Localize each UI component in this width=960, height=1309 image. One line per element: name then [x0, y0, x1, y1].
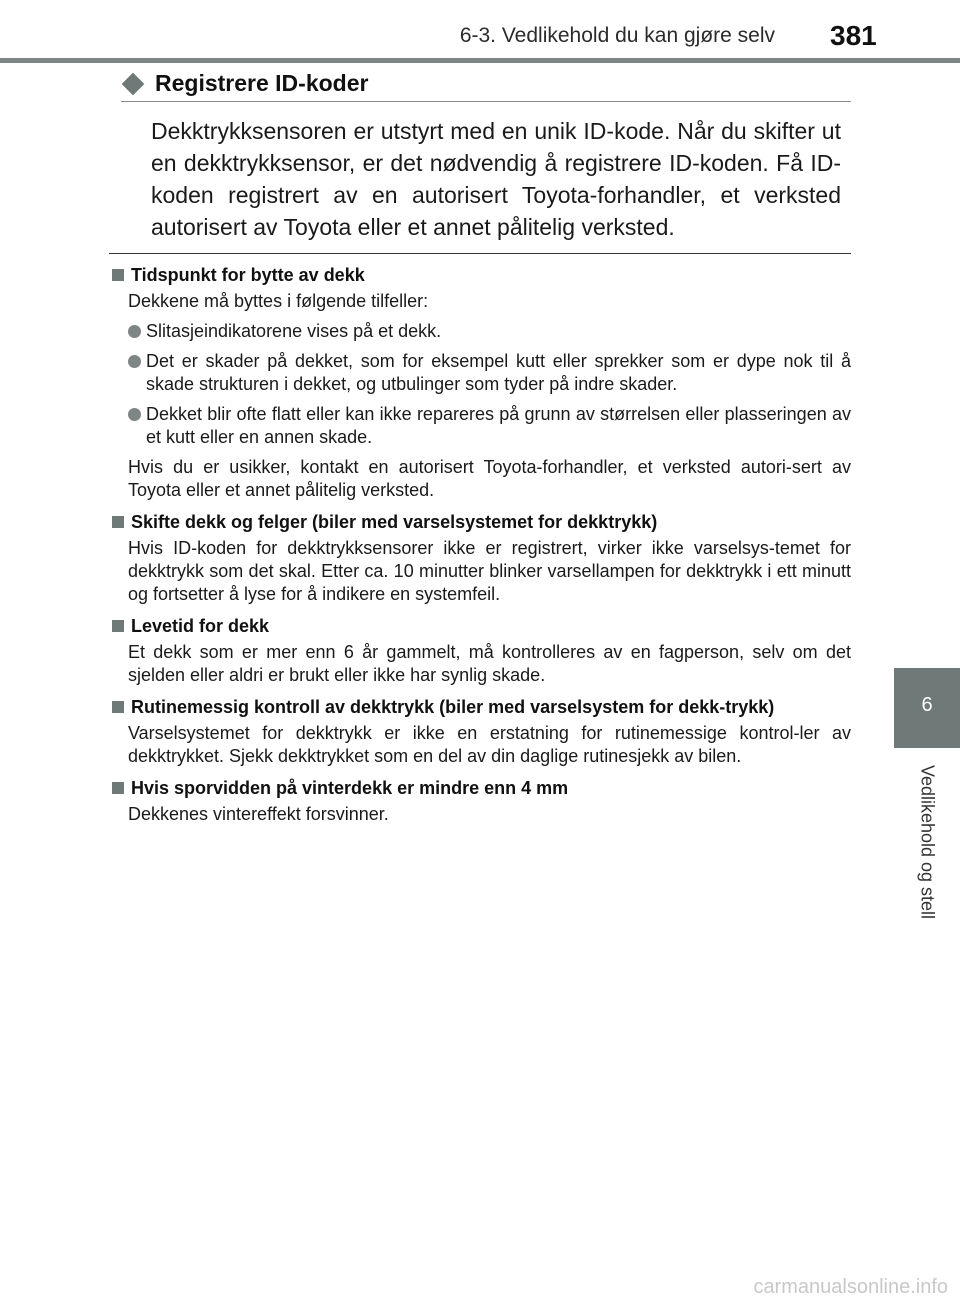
- watermark: carmanualsonline.info: [753, 1276, 948, 1298]
- square-bullet-icon: [112, 620, 124, 632]
- chapter-number: 6: [921, 694, 933, 716]
- square-bullet-icon: [112, 516, 124, 528]
- bullet-text: Slitasjeindikatorene vises på et dekk.: [146, 321, 442, 341]
- note-heading: [109, 511, 851, 534]
- diamond-icon: [122, 72, 145, 95]
- note-heading-text: Tidspunkt for bytte av dekk: [131, 265, 365, 285]
- note-intro: Dekkene må byttes i følgende tilfeller:: [128, 291, 429, 311]
- note-heading-text: Levetid for dekk: [131, 616, 270, 636]
- note-heading: [109, 264, 851, 287]
- square-bullet-icon: [112, 701, 124, 713]
- chapter-tab: [894, 668, 960, 748]
- heading-divider: [121, 101, 851, 102]
- note-heading-text: Rutinemessig kontroll av dekktrykk (biler med varselsystem for dekk-trykk): [131, 697, 775, 717]
- note-heading: [109, 777, 851, 800]
- note-change-tires-wheels: [109, 511, 851, 606]
- bullet-text: Dekket blir ofte flatt eller kan ikke repareres på grunn av størrelsen eller plasseringen av et kutt eller en annen skade.: [146, 404, 851, 447]
- block-divider: [109, 253, 851, 254]
- bullet-item: [128, 403, 851, 449]
- note-body: Hvis ID-koden for dekktrykksensorer ikke er registrert, virker ikke varselsys-temet for dekktrykk som det skal. Etter ca. 10 minutter blinker varsellampen for dekktrykk i ett minutt og fortsetter å lyse for å indikere en systemfeil.: [128, 538, 851, 604]
- running-header-title: 6-3. Vedlikehold du kan gjøre selv: [459, 24, 775, 47]
- dot-bullet-icon: [128, 408, 141, 421]
- bullet-item: [128, 320, 851, 343]
- bullet-item: [128, 350, 851, 396]
- notes-list: [109, 264, 851, 835]
- note-body: Varselsystemet for dekktrykk er ikke en erstatning for rutinemessige kontrol-ler av dekktrykket. Sjekk dekktrykket som en del av din daglige rutinesjekk av bilen.: [128, 723, 851, 766]
- note-body: Dekkenes vintereffekt forsvinner.: [128, 804, 389, 824]
- note-heading-text: Skifte dekk og felger (biler med varselsystemet for dekktrykk): [131, 512, 658, 532]
- note-tire-lifetime: [109, 615, 851, 687]
- page-number: 381: [830, 20, 877, 51]
- section-heading-text: Registrere ID-koder: [155, 70, 369, 96]
- note-tire-replacement: [109, 264, 851, 502]
- note-heading-text: Hvis sporvidden på vinterdekk er mindre enn 4 mm: [131, 778, 569, 798]
- dot-bullet-icon: [128, 325, 141, 338]
- square-bullet-icon: [112, 269, 124, 281]
- note-body: Et dekk som er mer enn 6 år gammelt, må kontrolleres av en fagperson, selv om det sjelden eller aldri er brukt eller ikke har synlig skade.: [128, 642, 851, 685]
- header-rule: [0, 58, 960, 63]
- note-heading: [109, 615, 851, 638]
- square-bullet-icon: [112, 782, 124, 794]
- dot-bullet-icon: [128, 355, 141, 368]
- note-winter-tread: [109, 777, 851, 826]
- bullet-text: Det er skader på dekket, som for eksempel kutt eller sprekker som er dype nok til å skade strukturen i dekket, og utbulinger som tyder på indre skader.: [146, 351, 851, 394]
- section-body: Dekktrykksensoren er utstyrt med en unik ID-kode. Når du skifter ut en dekktrykksensor, er det nødvendig å registrere ID-koden. Få ID-koden registrert av en autorisert Toyota-forhandler, et verksted autorisert av Toyota eller et annet pålitelig verksted.: [151, 118, 841, 240]
- section-heading: [121, 70, 851, 97]
- note-heading: [109, 696, 851, 719]
- note-routine-pressure-check: [109, 696, 851, 768]
- chapter-side-label: Vedlikehold og stell: [917, 764, 938, 920]
- note-outro: Hvis du er usikker, kontakt en autorisert Toyota-forhandler, et verksted autori-sert av Toyota eller et annet pålitelig verksted.: [128, 457, 851, 500]
